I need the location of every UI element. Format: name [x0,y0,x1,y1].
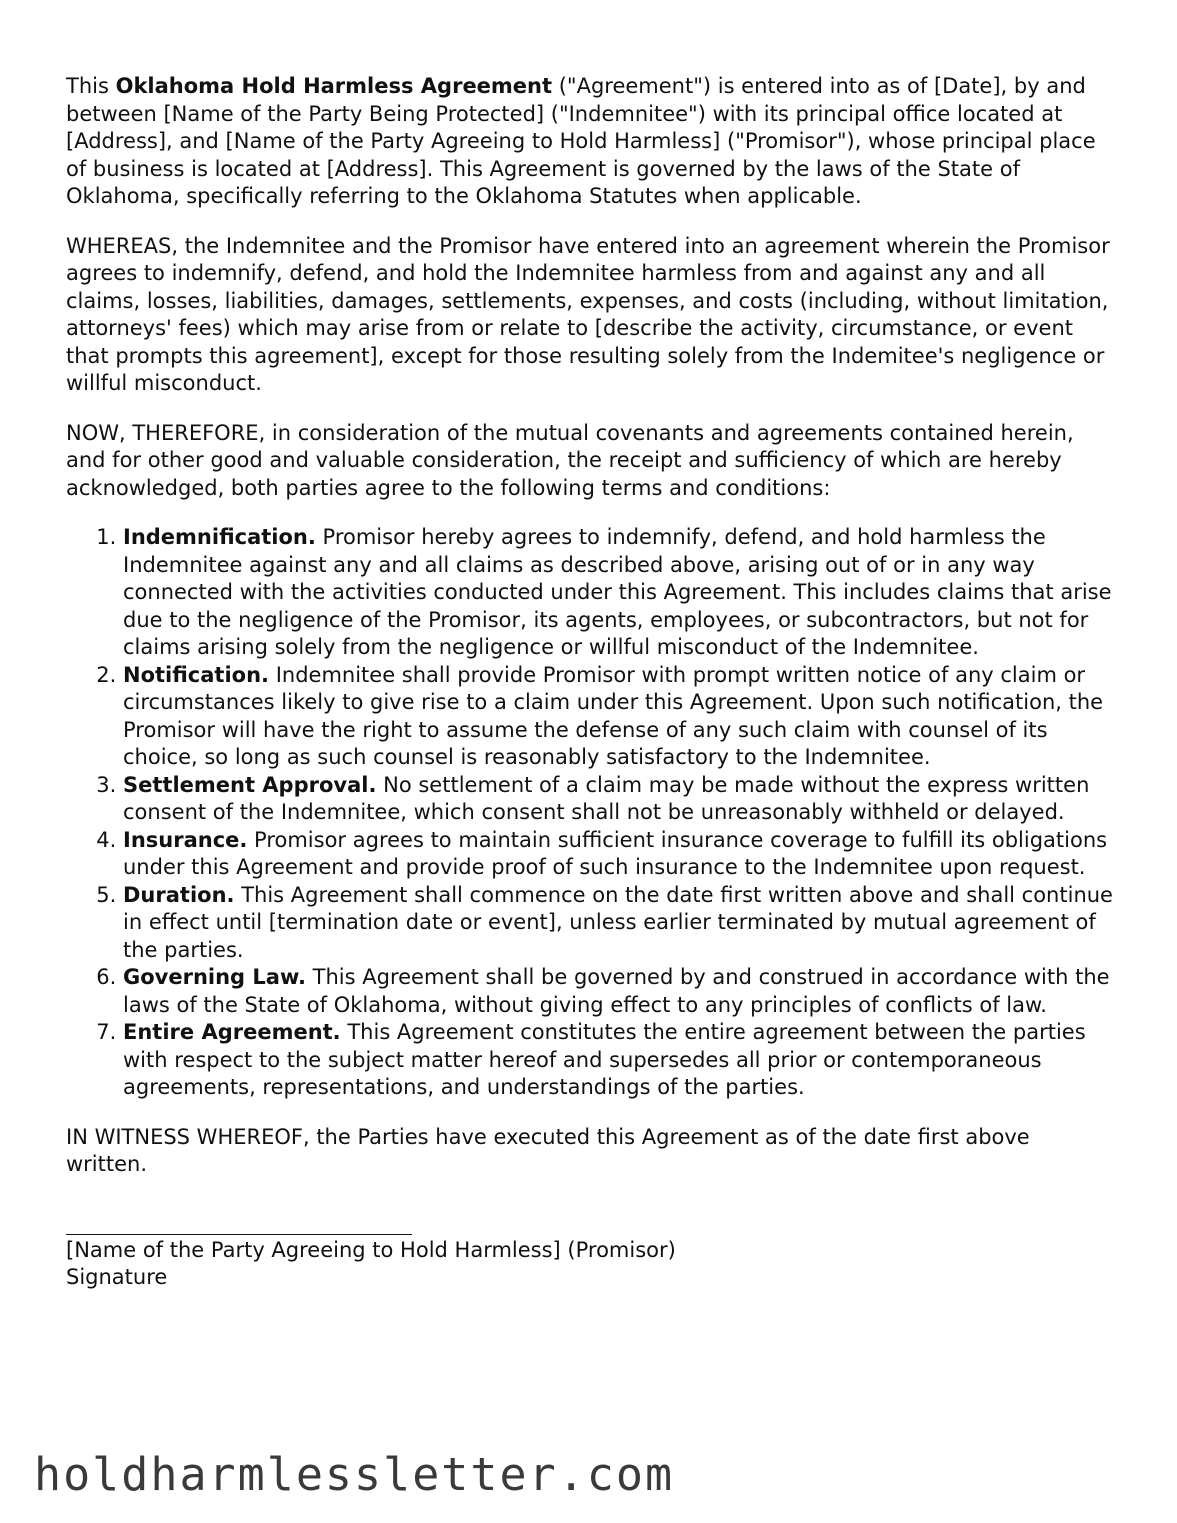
intro-pre: This [66,74,116,98]
term-heading: Notification. [123,662,270,687]
term-text: Promisor hereby agrees to indemnify, defend, and hold harmless the Indemnitee against any and all claims as described above, arising out of or in any way connected with the activities conducted under this Agreement. This includes claims that arise due to the negligence of the Promisor, its agents, employees, or subcontractors, but not for claims arising solely from the negligence or willful misconduct of the Indemnitee. [123,525,1112,659]
term-item-entire-agreement [123,1019,1116,1102]
agreement-title: Oklahoma Hold Harmless Agreement [115,74,553,98]
term-text: This Agreement shall commence on the date first written above and shall continue in effect until [termination date or event], unless earlier terminated by mutual agreement of the parties. [123,882,1113,962]
term-heading: Insurance. [123,827,248,852]
term-item-indemnification [123,524,1116,662]
term-heading: Settlement Approval. [123,772,377,797]
term-item-settlement-approval [123,772,1116,827]
term-heading: Duration. [123,882,235,907]
signature-party: [Name of the Party Agreeing to Hold Harmless] (Promisor) [66,1237,676,1262]
terms-list [66,524,1116,1102]
term-item-governing-law [123,964,1116,1019]
term-item-insurance [123,827,1116,882]
signature-line[interactable] [66,1209,412,1235]
term-item-notification [123,662,1116,772]
term-heading: Governing Law. [123,965,306,989]
term-text: No settlement of a claim may be made without the express written consent of the Indemnitee, which consent shall not be unreasonably withheld or delayed. [123,772,1090,824]
intro-post: ("Agreement") is entered into as of [Date], by and between [Name of the Party Being Protected] ("Indemnitee") with its principal office located at [Address], and [Name of the Party Agreeing to Hold Harmless] ("Promisor"), whose principal place of business is located at [Address]. This Agreement is governed by the laws of the State of Oklahoma, specifically referring to the Oklahoma Statutes when applicable. [66,74,1096,208]
signature-label: Signature [66,1265,168,1289]
term-item-duration [123,882,1116,965]
term-text: Indemnitee shall provide Promisor with prompt written notice of any claim or circumstances likely to give rise to a claim under this Agreement. Upon such notification, the Promisor will have the right to assume the defense of any such claim with counsel of its choice, so long as such counsel is reasonably satisfactory to the Indemnitee. [123,662,1104,769]
term-heading: Entire Agreement. [123,1020,341,1044]
term-heading: Indemnification. [123,525,316,549]
whereas-paragraph: WHEREAS, the Indemnitee and the Promisor have entered into an agreement wherein the Promisor agrees to indemnify, defend, and hold the Indemnitee harmless from and against any and all claims, losses, liabilities, damages, settlements, expenses, and costs (including, without limitation, attorneys' fees) which may arise from or relate to [describe the activity, circumstance, or event that prompts this agreement], except for those resulting solely from the Indemitee's negligence or willful misconduct. [66,233,1110,395]
now-therefore-paragraph: NOW, THEREFORE, in consideration of the mutual covenants and agreements contained herein, and for other good and valuable consideration, the receipt and sufficiency of which are hereby acknowledged, both parties agree to the following terms and conditions: [66,420,1074,500]
term-text: Promisor agrees to maintain sufficient insurance coverage to fulfill its obligations under this Agreement and provide proof of such insurance to the Indemnitee upon request. [123,827,1108,879]
watermark: holdharmlessletter.com [34,1448,675,1501]
term-text: This Agreement constitutes the entire agreement between the parties with respect to the subject matter hereof and supersedes all prior or contemporaneous agreements, representations, and understandings of the parties. [123,1020,1086,1099]
document-body [66,73,1116,1292]
intro-paragraph [66,73,1116,211]
term-text: This Agreement shall be governed by and construed in accordance with the laws of the State of Oklahoma, without giving effect to any principles of conflicts of law. [123,965,1110,1017]
witness-paragraph: IN WITNESS WHEREOF, the Parties have executed this Agreement as of the date first above written. [66,1124,1030,1176]
signature-block [66,1209,1116,1292]
